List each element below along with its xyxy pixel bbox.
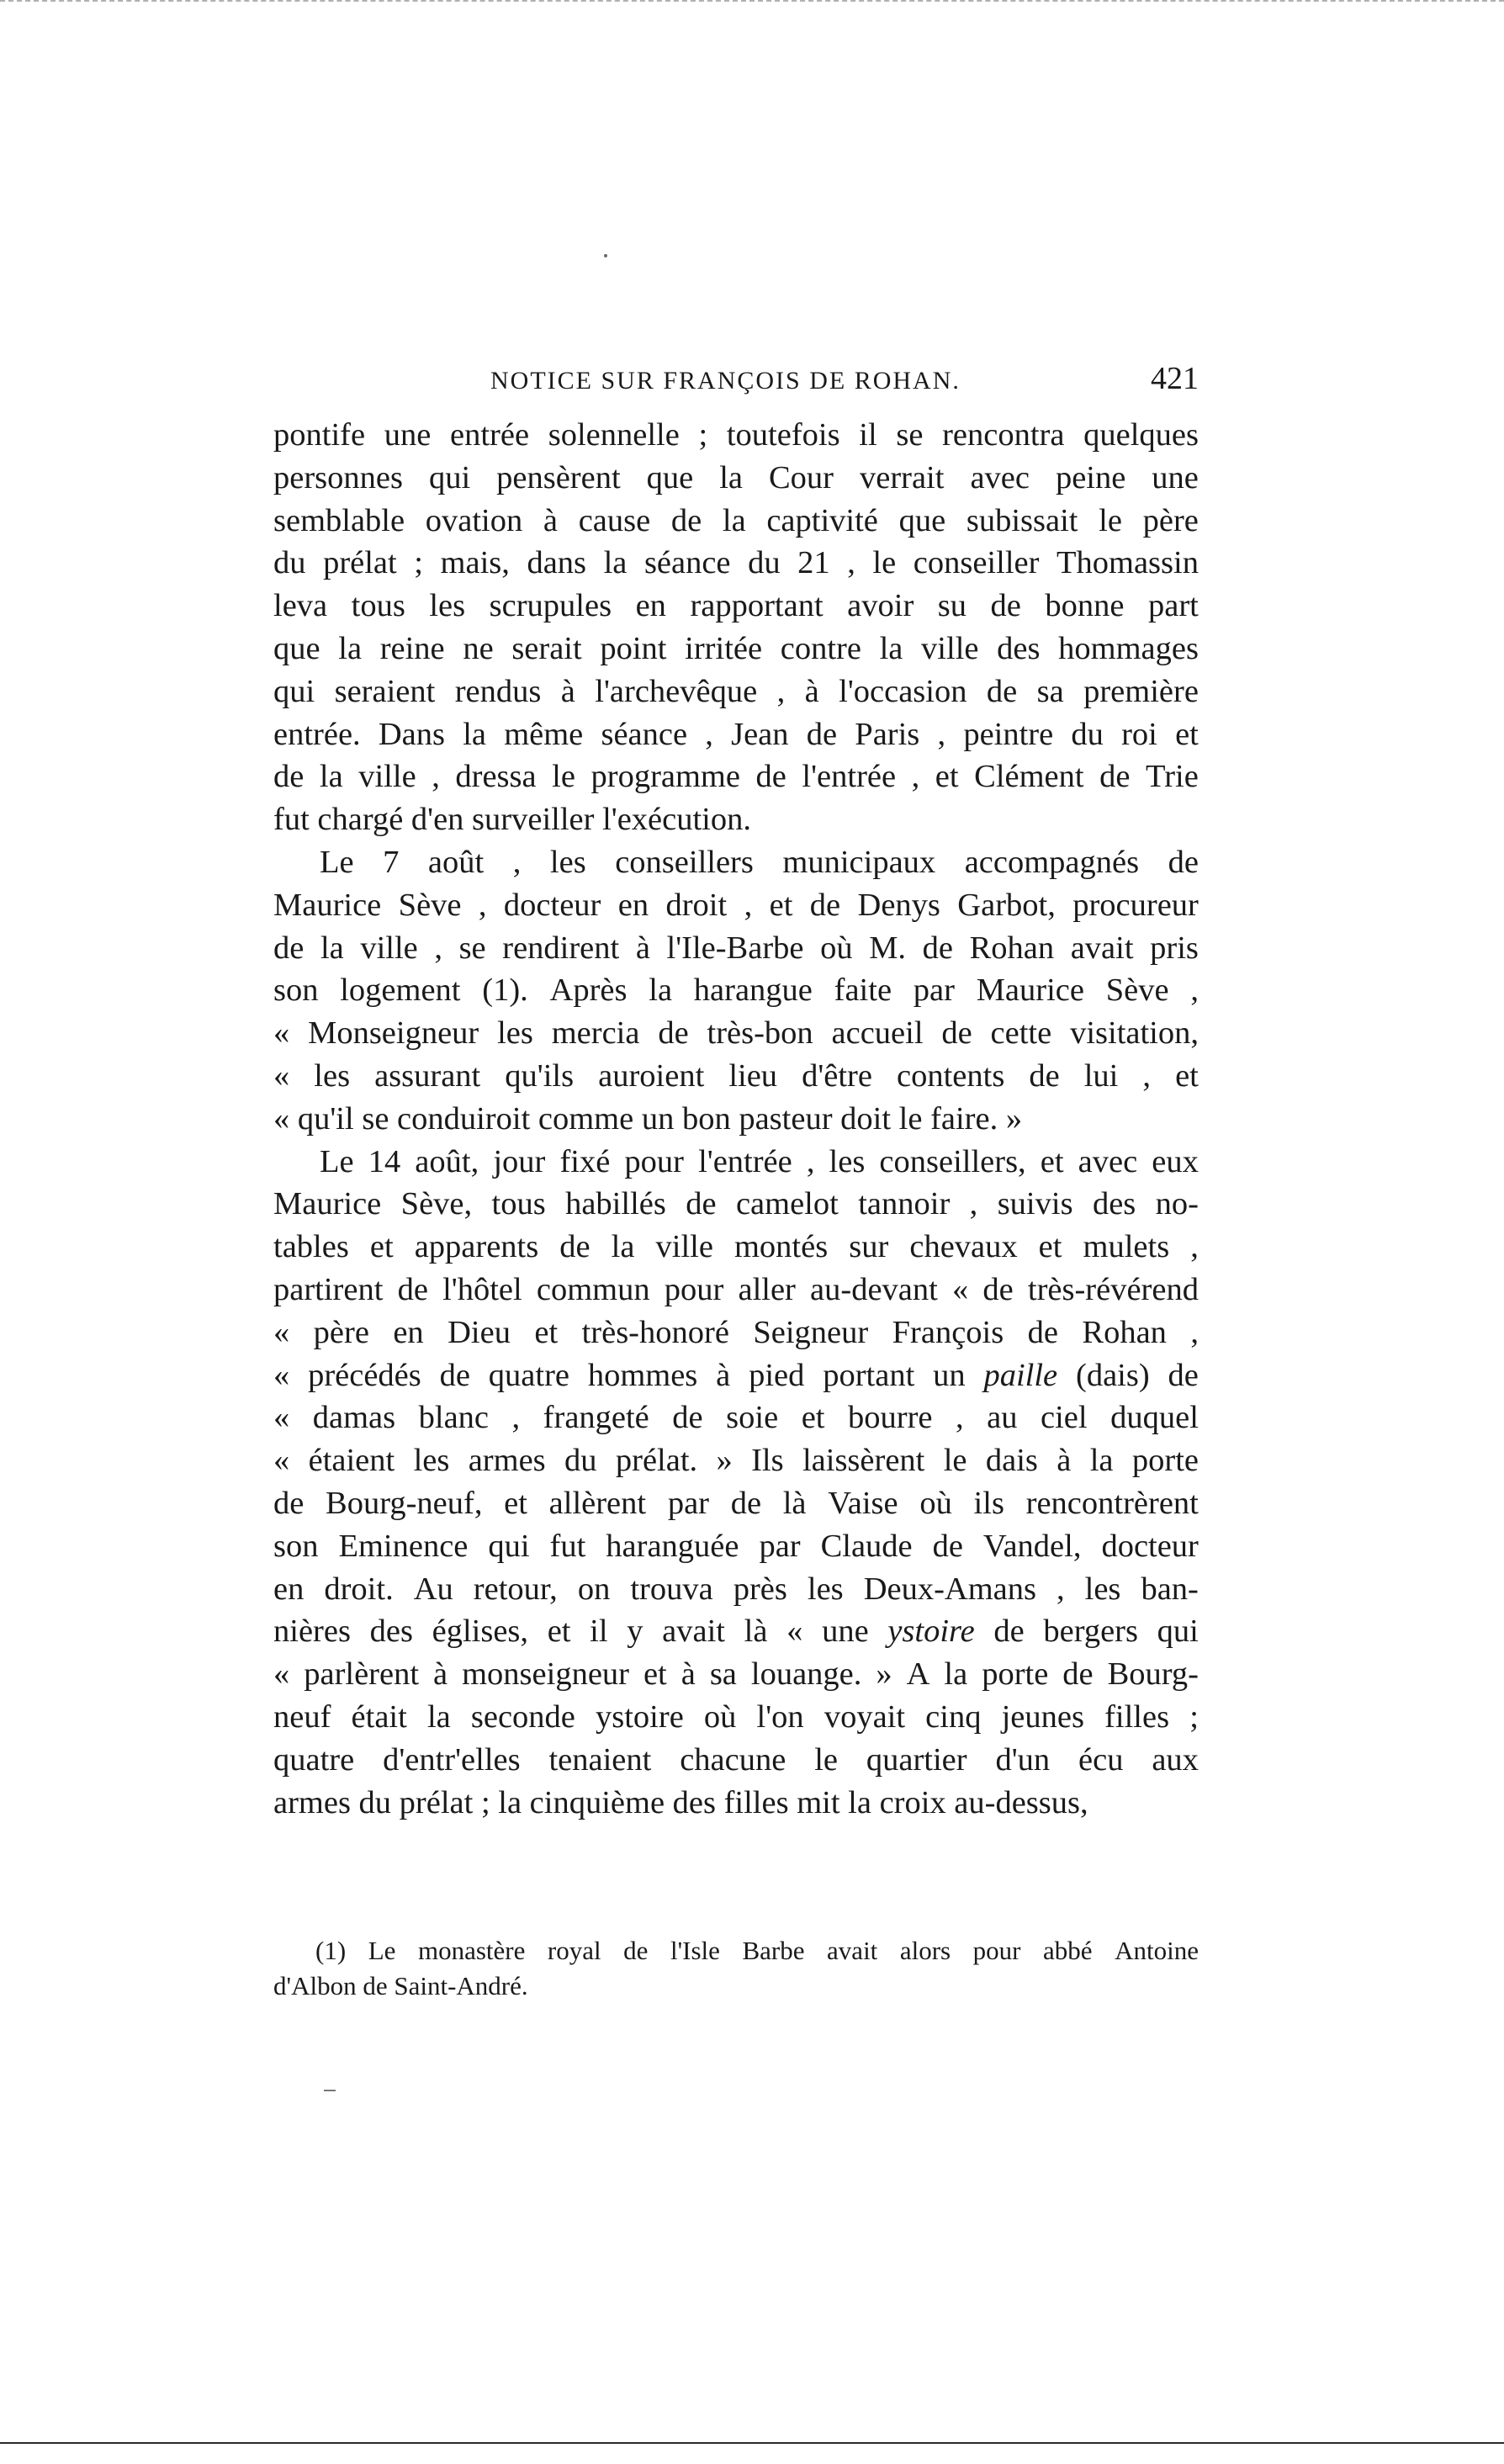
- body-line: nières des églises, et il y avait là « une ystoire de bergers qui: [273, 1614, 1199, 1650]
- footnote-line: d'Albon de Saint-André.: [273, 1971, 528, 2000]
- body-line: quatre d'entr'elles tenaient chacune le quartier d'un écu aux: [273, 1741, 1199, 1778]
- body-line: en droit. Au retour, on trouva près les Deux-Amans , les ban-: [273, 1571, 1199, 1607]
- ink-speck: [604, 254, 607, 257]
- body-line: personnes qui pensèrent que la Cour verrait avec peine une: [273, 459, 1199, 495]
- body-line: Maurice Sève, tous habillés de camelot tannoir , suivis des no-: [273, 1186, 1199, 1222]
- small-dash-mark: [324, 2090, 336, 2091]
- body-line: partirent de l'hôtel commun pour aller au-devant « de très-révérend: [273, 1271, 1199, 1307]
- body-line: Le 14 août, jour fixé pour l'entrée , les conseillers, et avec eux: [320, 1143, 1199, 1179]
- body-line: « qu'il se conduiroit comme un bon pasteur doit le faire. »: [273, 1100, 1023, 1137]
- body-line: de la ville , se rendirent à l'Ile-Barbe où M. de Rohan avait pris: [273, 930, 1199, 966]
- body-line: de Bourg-neuf, et allèrent par de là Vaise où ils rencontrèrent: [273, 1485, 1199, 1521]
- body-line: pontife une entrée solennelle ; toutefois il se rencontra quelques: [273, 417, 1199, 453]
- page-number: 421: [1151, 361, 1199, 396]
- body-line: Maurice Sève , docteur en droit , et de Denys Garbot, procureur: [273, 887, 1199, 923]
- body-line: « les assurant qu'ils auroient lieu d'être contents de lui , et: [273, 1057, 1199, 1094]
- body-line: « précédés de quatre hommes à pied portant un paille (dais) de: [273, 1357, 1199, 1393]
- footnotes: [273, 1933, 1199, 2004]
- running-title: NOTICE SUR FRANÇOIS DE ROHAN.: [490, 367, 961, 395]
- body-line: neuf était la seconde ystoire où l'on voyait cinq jeunes filles ;: [273, 1698, 1199, 1735]
- body-line: « père en Dieu et très-honoré Seigneur François de Rohan ,: [273, 1314, 1199, 1350]
- body-line: « parlèrent à monseigneur et à sa louange. » A la porte de Bourg-: [273, 1656, 1199, 1693]
- body-line: semblable ovation à cause de la captivité que subissait le père: [273, 502, 1199, 538]
- body-line: de la ville , dressa le programme de l'entrée , et Clément de Trie: [273, 759, 1199, 795]
- body-line: entrée. Dans la même séance , Jean de Paris , peintre du roi et: [273, 716, 1199, 752]
- body-text: [273, 414, 1199, 1824]
- bottom-edge-rule: [0, 2442, 1504, 2444]
- body-line: tables et apparents de la ville montés sur chevaux et mulets ,: [273, 1229, 1199, 1265]
- body-line: armes du prélat ; la cinquième des filles mit la croix au-dessus,: [273, 1784, 1088, 1820]
- body-line: « damas blanc , frangeté de soie et bourre , au ciel duquel: [273, 1400, 1199, 1436]
- top-edge-rule: [0, 0, 1504, 6]
- body-line: « étaient les armes du prélat. » Ils laissèrent le dais à la porte: [273, 1443, 1199, 1479]
- body-line: son Eminence qui fut haranguée par Claude de Vandel, docteur: [273, 1528, 1199, 1564]
- body-line: leva tous les scrupules en rapportant avoir su de bonne part: [273, 588, 1199, 624]
- body-line: qui seraient rendus à l'archevêque , à l'occasion de sa première: [273, 673, 1199, 709]
- body-line: que la reine ne serait point irritée contre la ville des hommages: [273, 630, 1199, 666]
- body-line: du prélat ; mais, dans la séance du 21 , le conseiller Thomassin: [273, 545, 1199, 581]
- footnote-line: (1) Le monastère royal de l'Isle Barbe avait alors pour abbé Antoine: [315, 1936, 1199, 1965]
- body-line: Le 7 août , les conseillers municipaux accompagnés de: [320, 844, 1199, 880]
- body-line: « Monseigneur les mercia de très-bon accueil de cette visitation,: [273, 1015, 1199, 1052]
- body-line: son logement (1). Après la harangue faite par Maurice Sève ,: [273, 972, 1199, 1009]
- body-line: fut chargé d'en surveiller l'exécution.: [273, 802, 751, 838]
- running-head: [273, 360, 1199, 411]
